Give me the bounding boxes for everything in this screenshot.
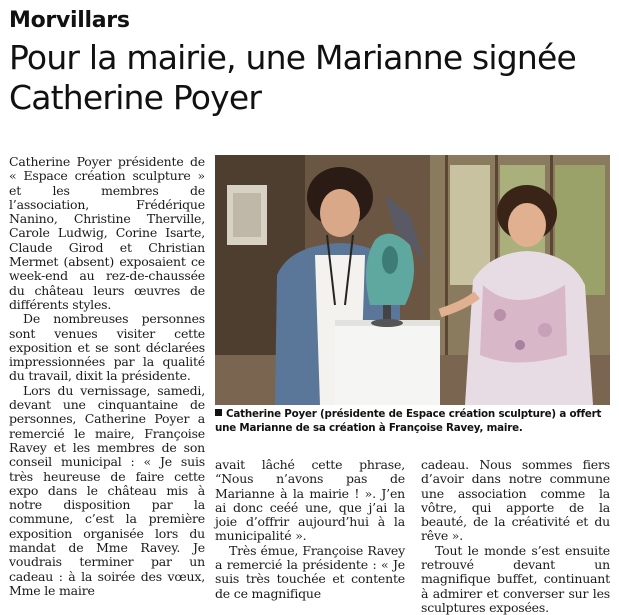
paragraph: Catherine Poyer présidente de « Espace création sculpture » et les membres de l’association, Frédérique Nanino, Christine Therville, Carole Ludwig, Corine Isarte, Claude Girod et Christian Mermet (absent) exposaient ce week-end au rez-de-chaussée du château leurs œuvres de différents styles. bbox=[9, 154, 205, 312]
article-photo bbox=[215, 155, 610, 405]
caption-bullet-icon bbox=[215, 409, 222, 416]
headline: Pour la mairie, une Marianne signée Catherine Poyer bbox=[9, 38, 577, 117]
article-column-1 bbox=[9, 155, 205, 598]
paragraph: avait lâché cette phrase, “Nous n’avons pas de Marianne à la mairie ! ». J’en ai donc ceéé une, que j’ai la joie d’offrir aujourd’hui à la municipalité ». bbox=[215, 457, 405, 544]
paragraph: Très émue, Françoise Ravey a remercié la présidente : « Je suis très touchée et contente de ce magnifique bbox=[215, 542, 405, 601]
paragraph: Lors du vernissage, samedi, devant une cinquantaine de personnes, Catherine Poyer a remercié le maire, Françoise Ravey et les membres de son conseil municipal : « Je suis très heureuse de faire cette expo dans le château mis à notre disposition par la commune, c’est la première exposition organisée lors du mandat de Mme Ravey. Je voudrais terminer par un cadeau : à la soirée des vœux, Mme le maire bbox=[9, 382, 205, 598]
paragraph: De nombreuses personnes sont venues visiter cette exposition et se sont déclarées impressionnées par la qualité du travail, dixit la présidente. bbox=[9, 311, 205, 384]
paragraph: Tout le monde s’est ensuite retrouvé devant un magnifique buffet, continuant à admirer et converser sur les sculptures exposées. bbox=[421, 542, 610, 615]
caption-text: Catherine Poyer (présidente de Espace création sculpture) a offert une Marianne de sa création à Françoise Ravey, maire. bbox=[215, 408, 602, 434]
article-column-3 bbox=[421, 458, 610, 615]
kicker-town: Morvillars bbox=[9, 8, 130, 33]
paragraph: cadeau. Nous sommes fiers d’avoir dans notre commune une association comme la vôtre, qui apporte de la beauté, de la créativité et du rêve ». bbox=[421, 457, 610, 544]
article-column-2 bbox=[215, 458, 405, 601]
photo-caption bbox=[215, 408, 610, 435]
